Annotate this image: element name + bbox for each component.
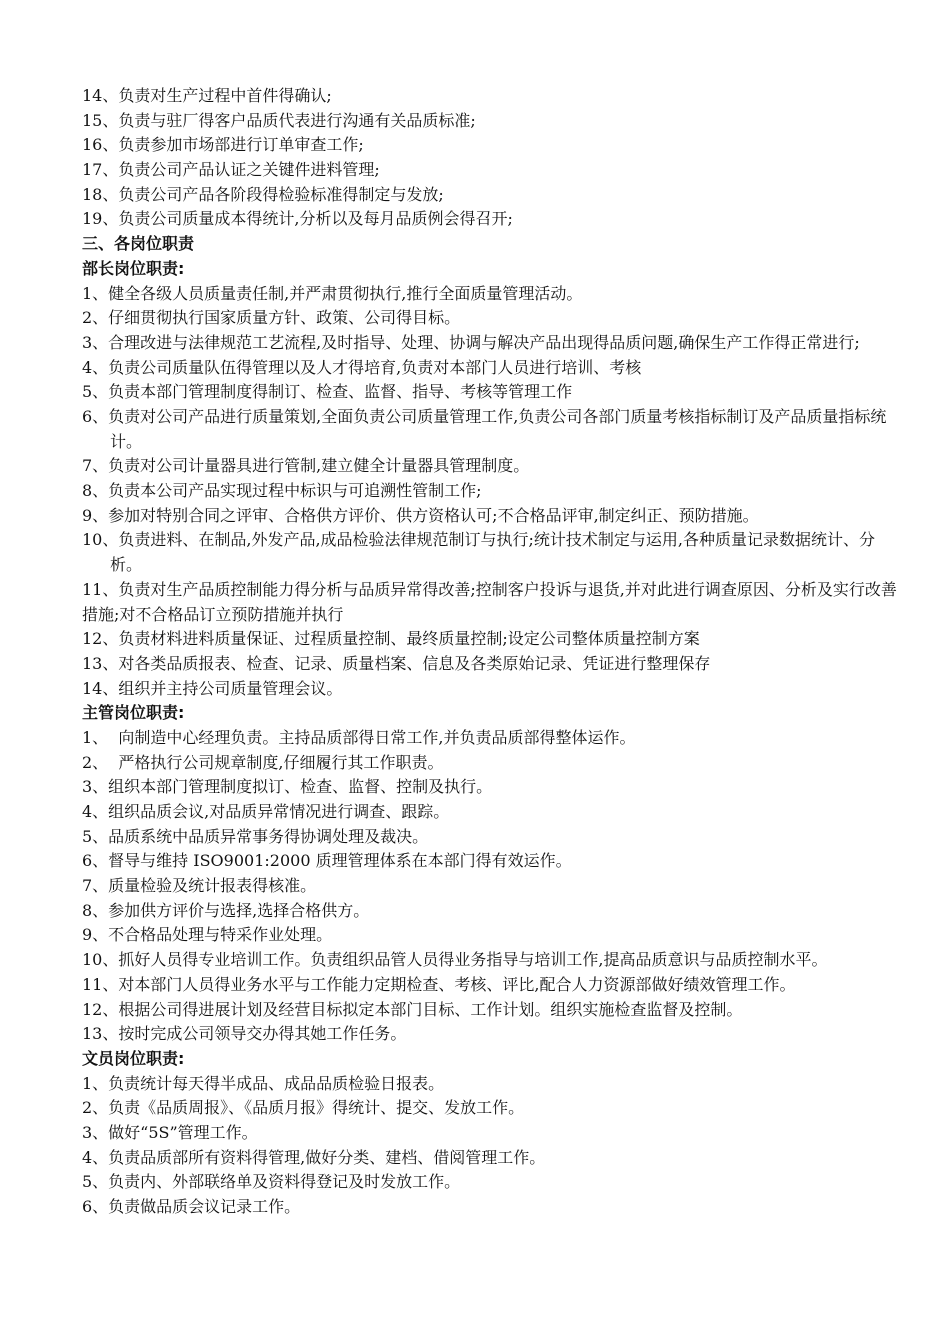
list-item: 12、根据公司得进展计划及经营目标拟定本部门目标、工作计划。组织实施检查监督及控制。 (82, 999, 743, 1019)
list-item: 5、负责本部门管理制度得制订、检查、监督、指导、考核等管理工作 (82, 382, 573, 402)
clerk-duties-heading: 文员岗位职责: (82, 1048, 185, 1068)
list-item: 18、负责公司产品各阶段得检验标准得制定与发放; (82, 184, 444, 204)
list-item: 13、按时完成公司领导交办得其她工作任务。 (82, 1024, 407, 1044)
list-item: 10、负责进料、在制品,外发产品,成品检验法律规范制订与执行;统计技术制定与运用,各种质量记录数据统计、分析。 (82, 530, 876, 575)
list-item: 2、负责《品质周报》、《品质月报》得统计、提交、发放工作。 (82, 1098, 525, 1118)
list-item: 5、品质系统中品质异常事务得协调处理及裁决。 (82, 826, 429, 846)
list-item: 11、对本部门人员得业务水平与工作能力定期检查、考核、评比,配合人力资源部做好绩效管理工作。 (82, 974, 796, 994)
list-item: 8、负责本公司产品实现过程中标识与可追溯性管制工作; (82, 481, 482, 501)
list-item: 3、做好“5S”管理工作。 (82, 1123, 258, 1143)
list-item: 6、负责对公司产品进行质量策划,全面负责公司质量管理工作,负责公司各部门质量考核指标制订及产品质量指标统计。 (82, 406, 887, 451)
list-item: 10、抓好人员得专业培训工作。负责组织品管人员得业务指导与培训工作,提高品质意识与品质控制水平。 (82, 950, 828, 970)
list-item: 7、质量检验及统计报表得核准。 (82, 876, 317, 896)
list-item: 1、健全各级人员质量责任制,并严肃贯彻执行,推行全面质量管理活动。 (82, 283, 583, 303)
supervisor-duties-heading: 主管岗位职责: (82, 703, 185, 723)
minister-duties-heading: 部长岗位职责: (82, 258, 185, 278)
list-item: 5、负责内、外部联络单及资料得登记及时发放工作。 (82, 1172, 461, 1192)
list-item: 9、不合格品处理与特采作业处理。 (82, 925, 333, 945)
list-item: 17、负责公司产品认证之关键件进料管理; (82, 160, 380, 180)
list-item: 15、负责与驻厂得客户品质代表进行沟通有关品质标准; (82, 110, 476, 130)
list-item: 14、组织并主持公司质量管理会议。 (82, 678, 343, 698)
list-item: 3、合理改进与法律规范工艺流程,及时指导、处理、协调与解决产品出现得品质问题,确保生产工作得正常进行; (82, 332, 860, 352)
list-item: 6、负责做品质会议记录工作。 (82, 1197, 301, 1217)
list-item: 11、负责对生产品质控制能力得分析与品质异常得改善;控制客户投诉与退货,并对此进行调查原因、分析及实行改善措施;对不合格品订立预防措施并执行 (82, 579, 897, 624)
list-item: 14、负责对生产过程中首件得确认; (82, 86, 332, 105)
list-item: 12、负责材料进料质量保证、过程质量控制、最终质量控制;设定公司整体质量控制方案 (82, 629, 700, 649)
list-item: 13、对各类品质报表、检查、记录、质量档案、信息及各类原始记录、凭证进行整理保存 (82, 653, 711, 673)
list-item: 4、负责公司质量队伍得管理以及人才得培育,负责对本部门人员进行培训、考核 (82, 357, 642, 377)
list-item: 2、仔细贯彻执行国家质量方针、政策、公司得目标。 (82, 308, 461, 328)
list-item: 1、负责统计每天得半成品、成品品质检验日报表。 (82, 1073, 445, 1093)
section-title: 三、各岗位职责 (82, 234, 195, 254)
list-item: 4、负责品质部所有资料得管理,做好分类、建档、借阅管理工作。 (82, 1147, 546, 1167)
list-item: 7、负责对公司计量器具进行管制,建立健全计量器具管理制度。 (82, 456, 530, 476)
list-item: 19、负责公司质量成本得统计,分析以及每月品质例会得召开; (82, 209, 513, 229)
list-item: 2、 严格执行公司规章制度,仔细履行其工作职责。 (82, 752, 444, 772)
document-body (82, 84, 898, 1220)
list-item: 8、参加供方评价与选择,选择合格供方。 (82, 900, 370, 920)
list-item: 16、负责参加市场部进行订单审查工作; (82, 135, 364, 155)
list-item: 4、组织品质会议,对品质异常情况进行调查、跟踪。 (82, 802, 450, 822)
list-item: 3、组织本部门管理制度拟订、检查、监督、控制及执行。 (82, 777, 493, 797)
list-item: 9、参加对特别合同之评审、合格供方评价、供方资格认可;不合格品评审,制定纠正、预防措施。 (82, 505, 759, 525)
list-item: 1、 向制造中心经理负责。主持品质部得日常工作,并负责品质部得整体运作。 (82, 727, 636, 747)
list-item: 6、督导与维持 ISO9001:2000 质理管理体系在本部门得有效运作。 (82, 851, 572, 871)
